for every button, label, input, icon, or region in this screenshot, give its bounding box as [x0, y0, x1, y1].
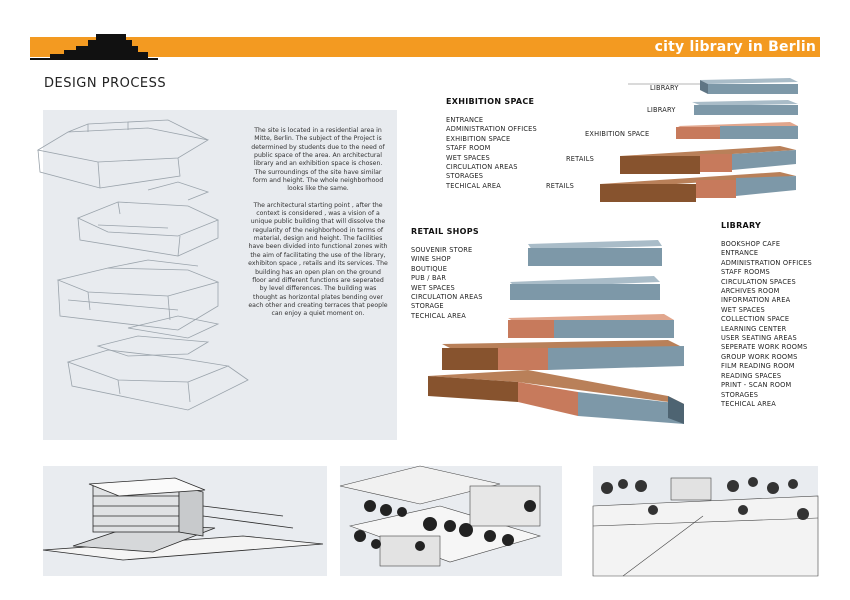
library-list-item: USER SEATING AREAS	[721, 334, 797, 343]
library-list-item: COLLECTION SPACE	[721, 315, 790, 324]
exhibition-list	[446, 116, 537, 191]
exhibition-list-item: CIRCULATION AREAS	[446, 163, 518, 172]
floor-stack-diagram	[590, 72, 810, 212]
library-list-item: TECHICAL AREA	[721, 399, 776, 408]
retail-list-item: STORAGE	[411, 302, 444, 311]
plate-exhibition	[508, 320, 554, 338]
library-list-item: CIRCULATION SPACES	[721, 277, 796, 286]
site-render-3	[593, 466, 818, 576]
exhibition-list-item: STAFF ROOM	[446, 144, 491, 153]
floor-label-exhibition: EXHIBITION SPACE	[585, 130, 650, 138]
retail-heading: RETAIL SHOPS	[411, 227, 479, 236]
retail-list-item: WET SPACES	[411, 283, 455, 292]
floor-retail-2	[600, 184, 696, 202]
floor-label-library-2: LIBRARY	[647, 106, 676, 114]
library-list-item: SEPERATE WORK ROOMS	[721, 343, 808, 352]
retail-list-item: TECHICAL AREA	[411, 311, 466, 320]
library-list-item: FILM READING ROOM	[721, 362, 795, 371]
floor-label-retails-2: RETAILS	[546, 182, 574, 190]
retail-list-item: WINE SHOP	[411, 255, 451, 264]
exhibition-heading: EXHIBITION SPACE	[446, 97, 535, 106]
building-render-1	[43, 466, 327, 576]
floor-exhibition	[676, 127, 720, 139]
exploded-plates-diagram	[428, 236, 698, 436]
project-description	[248, 127, 388, 327]
floor-label-library-1: LIBRARY	[650, 84, 679, 92]
library-list-item: WET SPACES	[721, 305, 765, 314]
floor-label-retails-1: RETAILS	[566, 155, 594, 163]
library-list-item: STORAGES	[721, 390, 759, 399]
library-list-item: BOOKSHOP CAFE	[721, 240, 781, 248]
exhibition-list-item: EXHIBITION SPACE	[446, 134, 511, 143]
retail-list-item: PUB / BAR	[411, 274, 447, 283]
exhibition-list-item: STORAGES	[446, 172, 484, 181]
library-list-item: ADMINISTRATION OFFICES	[721, 258, 812, 267]
retail-list-item: SOUVENIR STORE	[411, 246, 473, 254]
page-title: city library in Berlin	[654, 39, 816, 55]
aerial-render-2	[340, 466, 562, 576]
floor-library-2	[694, 105, 798, 115]
description-paragraph-1: The site is located in a residential area in Mitte, Berlin. The subject of the Project is determined by students due to the need of public space of the area. An architectural library and an exhibition space is chosen. The surroundings of the site have similar form and height. The whole neighborhood looks like the same.	[251, 127, 385, 193]
exhibition-list-item: ADMINISTRATION OFFICES	[446, 125, 537, 134]
library-list-item: LEARNING CENTER	[721, 324, 787, 333]
section-title: DESIGN PROCESS	[44, 76, 167, 91]
retail-list-item: BOUTIQUE	[411, 264, 448, 273]
description-paragraph-2: The architectural starting point , after the context is considered , was a vision of a unique public building that will dissolve the regularity of the neighborhood in terms of material, design and height. The facilities have been divided into functional zones with the aim of facilitating the use of the library, exhibiton space , retails and its services. The building has an open plan on the ground floor and different functions are seperated by level differences. The building was thought as horizontal plates bending over each other and creating terraces that people can enjoy a quiet moment on.	[248, 201, 388, 318]
library-list-item: INFORMATION AREA	[721, 296, 791, 305]
plate-retail-1	[442, 348, 498, 370]
library-list-item: PRINT - SCAN ROOM	[721, 381, 792, 390]
plate-library-1	[528, 248, 662, 266]
library-list-item: ENTRANCE	[721, 249, 759, 258]
library-heading: LIBRARY	[721, 221, 762, 230]
exhibition-list-item: ENTRANCE	[446, 116, 484, 124]
floor-library-1	[708, 84, 798, 94]
massing-sketches	[28, 110, 248, 440]
retail-list-item: CIRCULATION AREAS	[411, 293, 483, 302]
floor-retail-1	[620, 156, 700, 174]
library-list	[721, 240, 812, 409]
exhibition-list-item: WET SPACES	[446, 153, 490, 162]
plate-library-2	[510, 284, 660, 300]
library-list-item: ARCHIVES ROOM	[721, 287, 780, 296]
city-skyline-icon	[30, 30, 160, 60]
library-list-item: STAFF ROOMS	[721, 268, 770, 277]
exhibition-list-item: TECHICAL AREA	[446, 181, 501, 190]
library-list-item: READING SPACES	[721, 371, 782, 380]
library-list-item: GROUP WORK ROOMS	[721, 352, 798, 361]
